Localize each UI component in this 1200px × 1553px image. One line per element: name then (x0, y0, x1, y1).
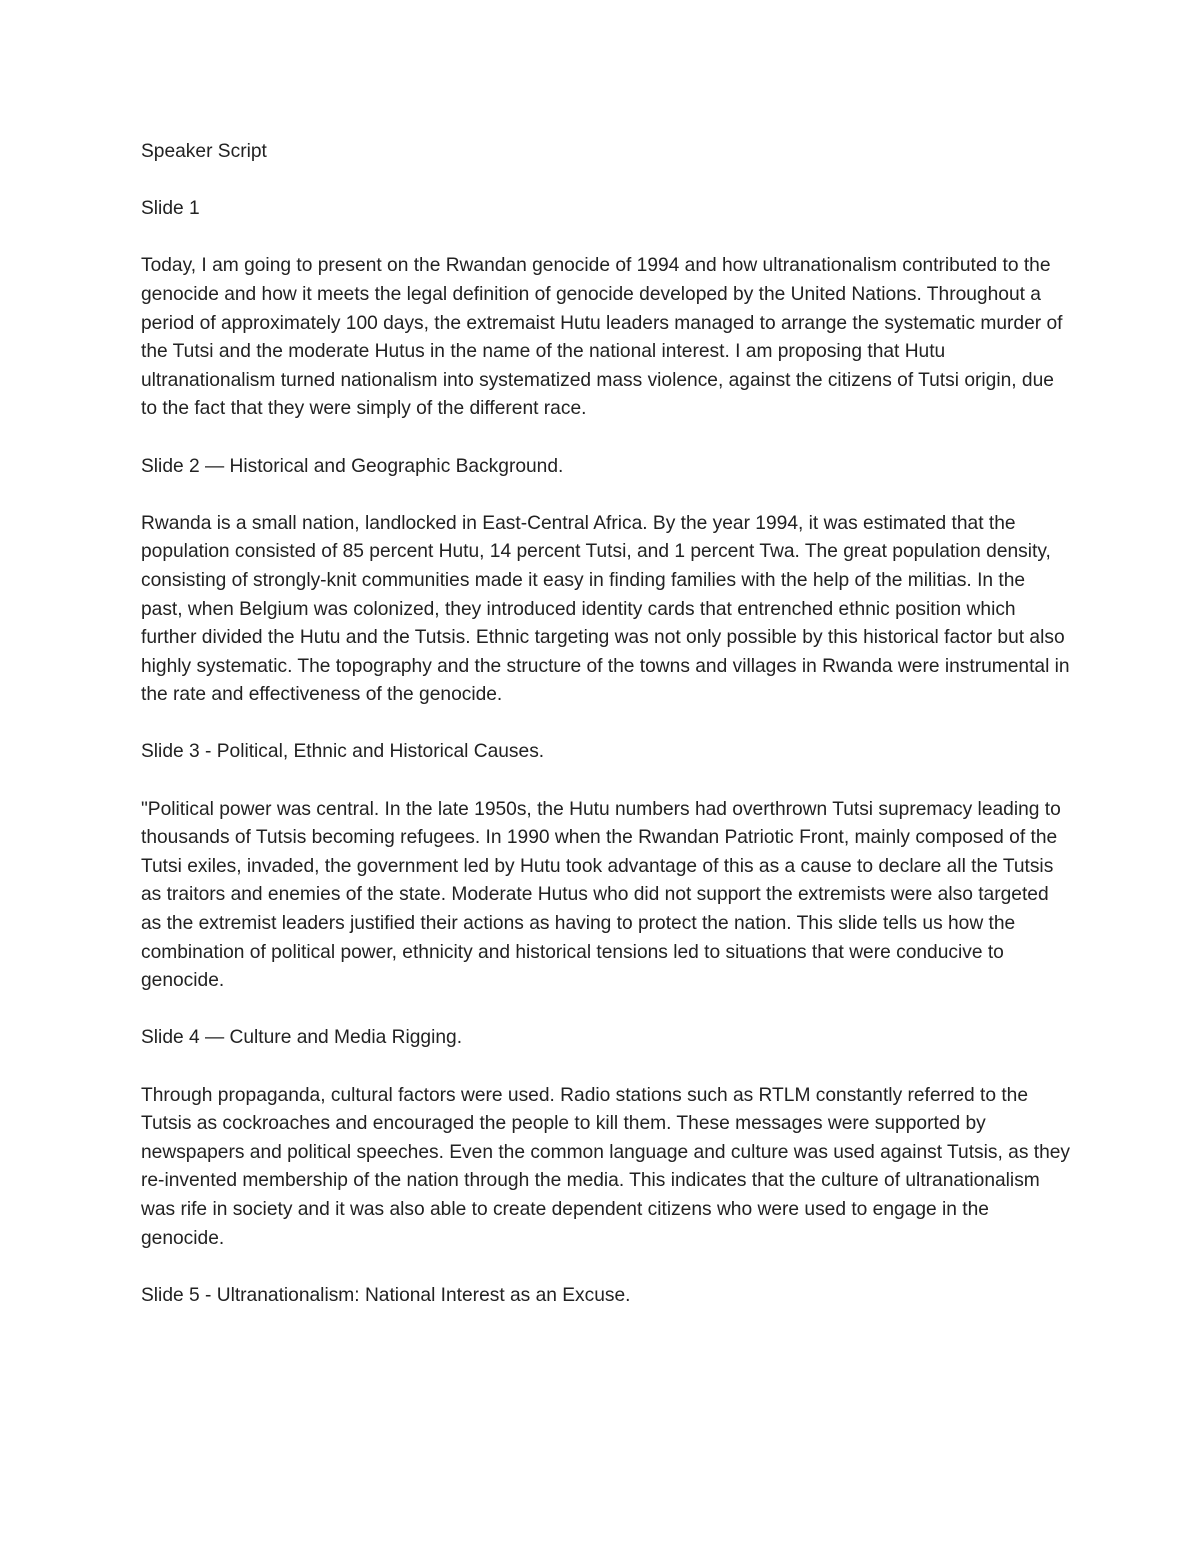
paragraph: Rwanda is a small nation, landlocked in East-Central Africa. By the year 1994, it was estimated that the population consisted of 85 percent Hutu, 14 percent Tutsi, and 1 percent Twa. The great population density, consisting of strongly-knit communities made it easy in finding families with the help of the militias. In the past, when Belgium was colonized, they introduced identity cards that entrenched ethnic position which further divided the Hutu and the Tutsis. Ethnic targeting was not only possible by this historical factor but also highly systematic. The topography and the structure of the towns and villages in Rwanda were instrumental in the rate and effectiveness of the genocide. (141, 512, 1070, 706)
slide-heading: Slide 2 — Historical and Geographic Background. (141, 455, 564, 477)
slide-heading: Slide 5 - Ultranationalism: National Interest as an Excuse. (141, 1284, 631, 1306)
paragraph: "Political power was central. In the late 1950s, the Hutu numbers had overthrown Tutsi supremacy leading to thousands of Tutsis becoming refugees. In 1990 when the Rwandan Patriotic Front, mainly composed of the Tutsi exiles, invaded, the government led by Hutu took advantage of this as a cause to declare all the Tutsis as traitors and enemies of the state. Moderate Hutus who did not support the extremists were also targeted as the extremist leaders justified their actions as having to protect the nation. This slide tells us how the combination of political power, ethnicity and historical tensions led to situations that were conducive to genocide. (141, 798, 1061, 992)
slide-heading: Slide 4 — Culture and Media Rigging. (141, 1027, 463, 1049)
slide-heading: Slide 3 - Political, Ethnic and Historical Causes. (141, 741, 545, 763)
document-page (141, 138, 1071, 1339)
slide-heading: Slide 1 (141, 198, 200, 220)
document-title: Speaker Script (141, 141, 267, 162)
paragraph: Today, I am going to present on the Rwandan genocide of 1994 and how ultranationalism contributed to the genocide and how it meets the legal definition of genocide developed by the United Nations. Throughout a period of approximately 100 days, the extremaist Hutu leaders managed to arrange the systematic murder of the Tutsi and the moderate Hutus in the name of the national interest. I am proposing that Hutu ultranationalism turned nationalism into systematized mass violence, against the citizens of Tutsi origin, due to the fact that they were simply of the different race. (141, 255, 1063, 420)
paragraph: Through propaganda, cultural factors were used. Radio stations such as RTLM constantly referred to the Tutsis as cockroaches and encouraged the people to kill them. These messages were supported by newspapers and political speeches. Even the common language and culture was used against Tutsis, as they re-invented membership of the nation through the media. This indicates that the culture of ultranationalism was rife in society and it was also able to create dependent citizens who were used to engage in the genocide. (141, 1084, 1071, 1249)
